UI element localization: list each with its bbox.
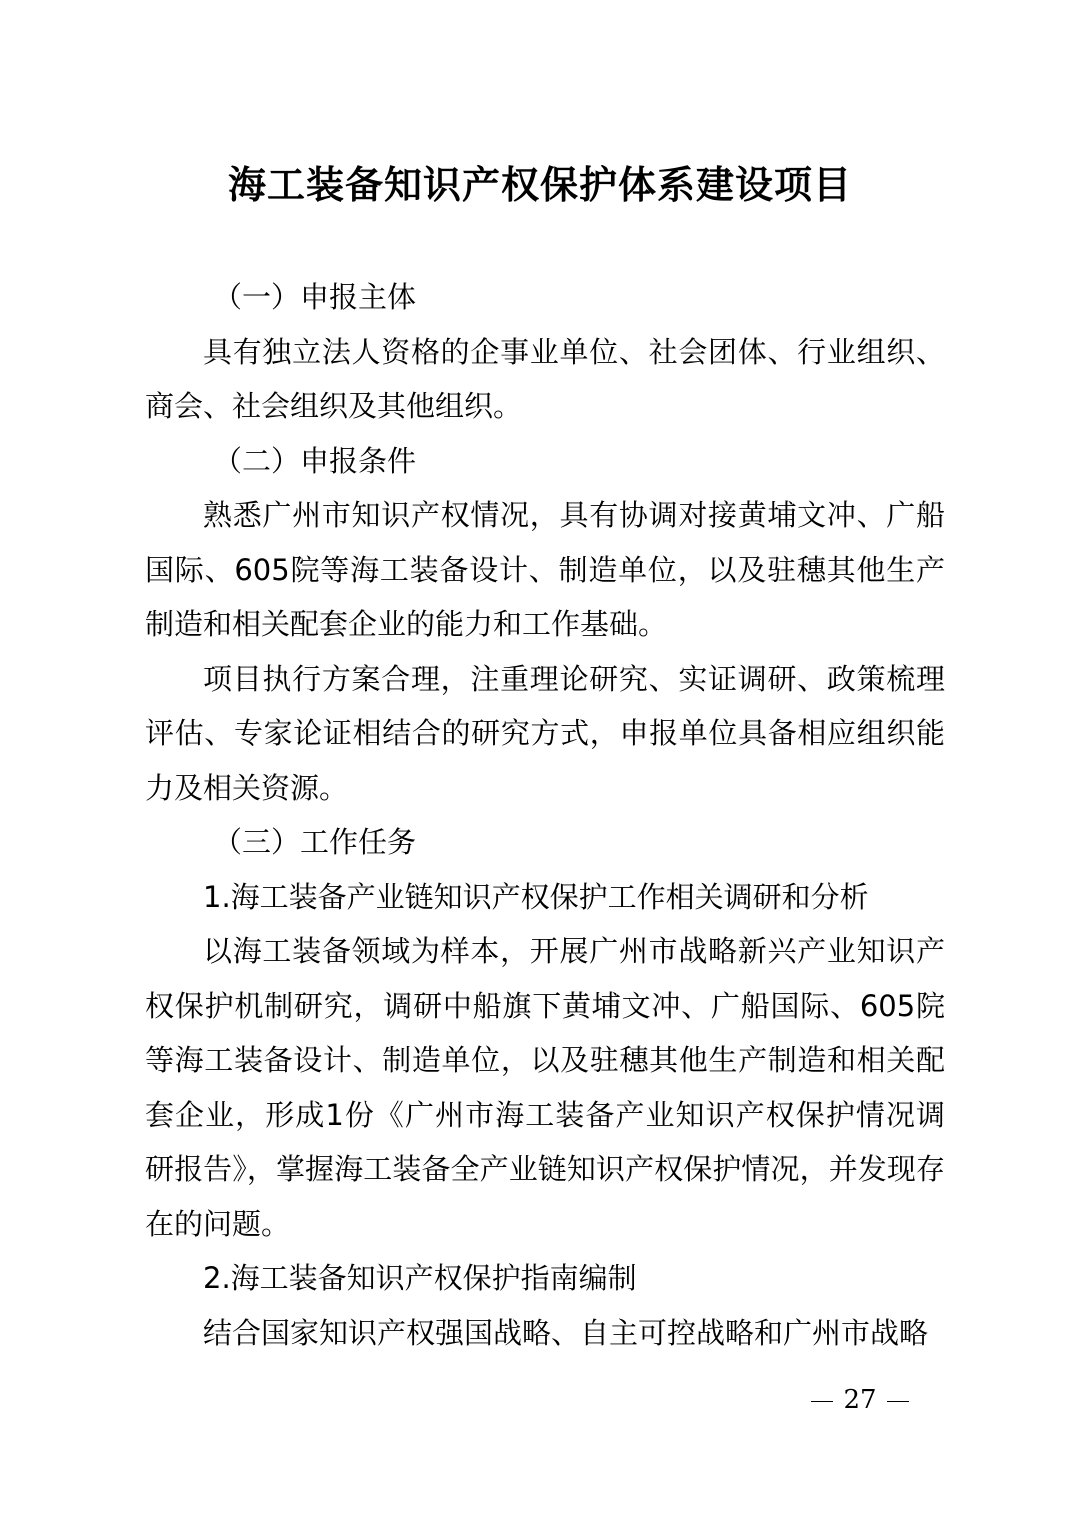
- section-heading-conditions: （二）申报条件: [213, 443, 417, 478]
- page-number-value: 27: [843, 1385, 877, 1415]
- section-heading-applicant: （一）申报主体: [213, 280, 417, 314]
- section-heading-tasks: （三）工作任务: [213, 825, 417, 859]
- document-body: [145, 270, 945, 1360]
- dash-right: [887, 1401, 909, 1402]
- dash-left: [811, 1401, 833, 1402]
- paragraph: 结合国家知识产权强国战略、自主可控战略和广州市战略: [203, 1315, 929, 1350]
- page-title: 海工装备知识产权保护体系建设项目: [227, 162, 852, 207]
- paragraph: 具有独立法人资格的企事业单位、社会团体、行业组织、商会、社会组织及其他组织。: [145, 334, 945, 423]
- task-item-title: 1.海工装备产业链知识产权保护工作相关调研和分析: [203, 879, 869, 914]
- paragraph: 项目执行方案合理，注重理论研究、实证调研、政策梳理评估、专家论证相结合的研究方式，申报单位具备相应组织能力及相关资源。: [145, 661, 945, 805]
- page-number: [760, 1380, 960, 1420]
- task-item-title: 2.海工装备知识产权保护指南编制: [203, 1261, 637, 1295]
- paragraph: 以海工装备领域为样本，开展广州市战略新兴产业知识产权保护机制研究，调研中船旗下黄埔文冲、广船国际、605院等海工装备设计、制造单位，以及驻穗其他生产制造和相关配套企业，形成1份《广州市海工装备产业知识产权保护情况调研报告》，掌握海工装备全产业链知识产权保护情况，并发现存在的问题。: [145, 934, 945, 1241]
- paragraph: 熟悉广州市知识产权情况，具有协调对接黄埔文冲、广船国际、605院等海工装备设计、制造单位，以及驻穗其他生产制造和相关配套企业的能力和工作基础。: [145, 498, 945, 641]
